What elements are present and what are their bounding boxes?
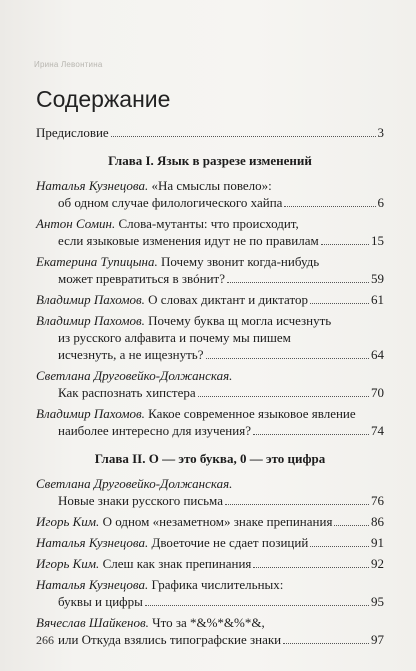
entry-title: О одном «незаметном» знаке препинания (99, 514, 333, 529)
toc-line (36, 232, 384, 249)
page-number: 70 (371, 385, 384, 400)
toc-entry-preface (36, 124, 384, 141)
toc-entry (36, 405, 384, 439)
page-number: 91 (371, 535, 384, 550)
chapters-container (36, 153, 384, 648)
entry-author: Светлана Друговейко-Должанская. (36, 476, 233, 491)
toc-line (36, 346, 384, 363)
entry-title: Новые знаки русского письма (58, 493, 223, 508)
page-number: 64 (371, 347, 384, 362)
toc-line (36, 593, 384, 610)
entry-author: Екатерина Тупицына. (36, 254, 158, 269)
toc-line (36, 555, 384, 572)
toc-line (36, 253, 384, 270)
toc-entry (36, 215, 384, 249)
toc-line (36, 475, 384, 492)
toc-line (36, 291, 384, 308)
entry-author: Игорь Ким. (36, 556, 100, 571)
entry-author: Антон Сомин. (36, 216, 116, 231)
leader-dots (253, 567, 369, 568)
leader-dots (334, 525, 369, 526)
toc-entry (36, 291, 384, 308)
toc-entry (36, 555, 384, 572)
entry-title: Слова-мутанты: что происходит, (115, 216, 299, 231)
toc-entry (36, 367, 384, 401)
toc-entry (36, 253, 384, 287)
toc-line (36, 492, 384, 509)
entry-author: Наталья Кузнецова. (36, 535, 149, 550)
leader-dots (283, 643, 369, 644)
entry-title: об одном случае филологического хайпа (58, 195, 283, 210)
entry-title: Графика числительных: (148, 577, 284, 592)
page-number: 76 (371, 493, 384, 508)
toc-entry (36, 475, 384, 509)
toc-line (36, 384, 384, 401)
chapter-heading: Глава II. О — это буква, 0 — это цифра (94, 451, 326, 466)
folio-number: 266 (36, 633, 54, 647)
preface-title: Предисловие (36, 125, 109, 140)
leader-dots (206, 358, 369, 359)
page-title: Содержание (36, 86, 171, 112)
toc-line (36, 215, 384, 232)
page-number: 74 (371, 423, 384, 438)
page-number: 6 (377, 195, 384, 210)
entry-author: Владимир Пахомов. (36, 406, 145, 421)
leader-dots (310, 546, 369, 547)
chapter-heading: Глава I. Язык в разрезе изменений (108, 153, 312, 168)
toc-line (36, 312, 384, 329)
page-number: 15 (371, 233, 384, 248)
entry-title: исчезнуть, а не ищезнуть? (58, 347, 204, 362)
page-number: 95 (371, 594, 384, 609)
leader-dots (145, 605, 369, 606)
leader-dots (227, 282, 369, 283)
toc-line (36, 177, 384, 194)
entry-title: Какое современное языковое явление (144, 406, 356, 421)
leader-dots (253, 434, 369, 435)
entry-title: Как распознать хипстера (58, 385, 196, 400)
toc-line (36, 614, 384, 631)
toc-line (36, 576, 384, 593)
entry-title: Почему буква щ могла исчезнуть (144, 313, 332, 328)
leader-dots (111, 136, 376, 137)
entry-title: из русского алфавита и почему мы пишем (58, 330, 291, 345)
entry-title: может превратиться в звóнит? (58, 271, 225, 286)
toc-line (36, 631, 384, 648)
entry-author: Владимир Пахомов. (36, 292, 145, 307)
entry-title: «На смыслы повело»: (148, 178, 272, 193)
toc-entry (36, 534, 384, 551)
toc-line (36, 329, 384, 346)
entry-title: или Откуда взялись типографские знаки (58, 632, 282, 647)
entry-author: Наталья Кузнецова. (36, 178, 149, 193)
page-number: 61 (371, 292, 384, 307)
entry-author: Наталья Кузнецова. (36, 577, 149, 592)
entry-title: Двоеточие не сдает позиций (148, 535, 309, 550)
toc-line (36, 194, 384, 211)
page-number: 92 (371, 556, 384, 571)
toc-line (36, 513, 384, 530)
toc-entry (36, 312, 384, 363)
toc-line (36, 270, 384, 287)
entry-title: если языковые изменения идут не по правилам (58, 233, 319, 248)
toc-entry (36, 614, 384, 648)
table-of-contents (36, 124, 384, 652)
entry-title: наиболее интересно для изучения? (58, 423, 251, 438)
page-number: 97 (371, 632, 384, 647)
toc-line (36, 534, 384, 551)
entry-title: О словах диктант и диктатор (144, 292, 308, 307)
entry-author: Владимир Пахомов. (36, 313, 145, 328)
entry-title: Что за *&%*&%*&, (148, 615, 265, 630)
page-number: 3 (377, 125, 384, 140)
leader-dots (284, 206, 375, 207)
entry-author: Игорь Ким. (36, 514, 100, 529)
toc-entry (36, 513, 384, 530)
page-number: 59 (371, 271, 384, 286)
toc-line (36, 367, 384, 384)
toc-line (36, 405, 384, 422)
leader-dots (310, 303, 369, 304)
page-number: 86 (371, 514, 384, 529)
entry-title: Почему звонит когда-нибудь (157, 254, 320, 269)
entry-author: Вячеслав Шайкенов. (36, 615, 149, 630)
entry-author: Светлана Друговейко-Должанская. (36, 368, 233, 383)
leader-dots (198, 396, 369, 397)
entry-title: Слеш как знак препинания (99, 556, 252, 571)
running-head: Ирина Левонтина (34, 60, 103, 69)
entry-title: буквы и цифры (58, 594, 143, 609)
toc-entry (36, 576, 384, 610)
toc-line (36, 422, 384, 439)
toc-entry (36, 177, 384, 211)
leader-dots (321, 244, 369, 245)
leader-dots (225, 504, 369, 505)
